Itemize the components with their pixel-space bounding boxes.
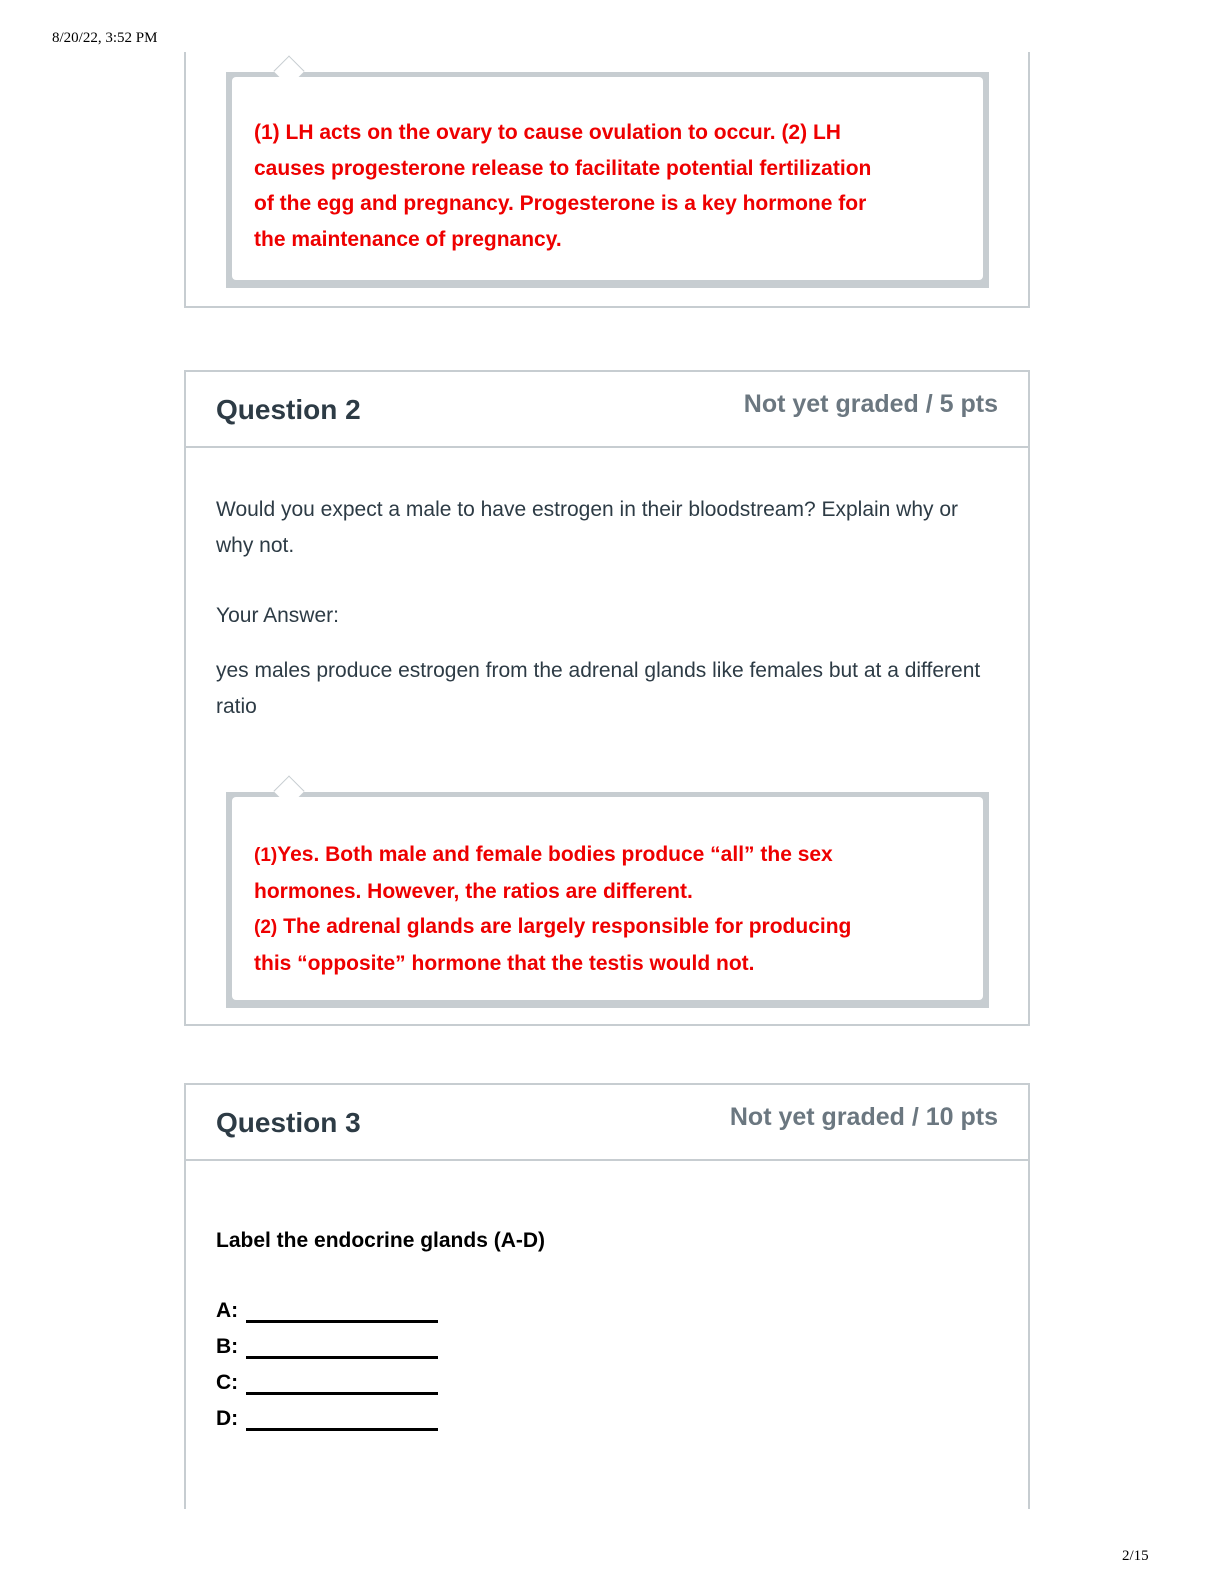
blank-line <box>246 1305 438 1323</box>
blank-label: B: <box>216 1335 239 1358</box>
blank-line <box>246 1341 438 1359</box>
comment-line: The adrenal glands are largely responsible for producing <box>277 915 852 938</box>
question-2-card <box>184 370 1030 1026</box>
question-3-card <box>184 1083 1030 1509</box>
comment-line: the maintenance of pregnancy. <box>254 227 562 251</box>
label-blank-c <box>216 1371 438 1395</box>
instructor-comment <box>226 72 989 288</box>
blank-line <box>246 1377 438 1395</box>
label-blank-d <box>216 1407 438 1431</box>
blank-label: D: <box>216 1407 239 1430</box>
comment-pointer <box>273 775 304 806</box>
your-answer-label: Your Answer: <box>216 604 339 627</box>
question-title: Question 3 <box>216 1107 361 1138</box>
question-text: Would you expect a male to have estrogen in their bloodstream? Explain why or why not. <box>216 498 959 557</box>
comment-line: (1) LH acts on the ovary to cause ovulation to occur. (2) LH <box>254 121 841 144</box>
question-1-card <box>184 52 1030 308</box>
comment-number: (2) <box>254 917 278 938</box>
comment-line: of the egg and pregnancy. Progesterone is a key hormone for <box>254 192 867 215</box>
student-answer: yes males produce estrogen from the adrenal glands like females but at a different ratio <box>216 659 981 718</box>
blank-label: A: <box>216 1299 239 1322</box>
question-header <box>186 1085 1028 1161</box>
comment-text <box>254 837 961 981</box>
print-page-number: 2/15 <box>1122 1548 1149 1564</box>
instructor-comment <box>226 792 989 1008</box>
comment-number: (1) <box>254 845 278 866</box>
comment-line: Yes. Both male and female bodies produce “all” the sex <box>277 843 833 866</box>
question-points: Not yet graded / 10 pts <box>729 1103 998 1131</box>
comment-text <box>254 115 961 257</box>
question-title: Question 2 <box>216 394 361 425</box>
blank-line <box>246 1413 438 1431</box>
label-blank-b <box>216 1335 438 1359</box>
print-timestamp: 8/20/22, 3:52 PM <box>52 30 158 46</box>
question-points: Not yet graded / 5 pts <box>743 390 998 418</box>
blank-label: C: <box>216 1371 239 1394</box>
comment-pointer <box>273 55 304 86</box>
label-blank-a <box>216 1299 438 1323</box>
question-header <box>186 372 1028 448</box>
comment-line: hormones. However, the ratios are different. <box>254 879 693 903</box>
comment-line: causes progesterone release to facilitate potential fertilization <box>254 156 872 180</box>
question-prompt: Label the endocrine glands (A-D) <box>216 1229 546 1252</box>
comment-line: this “opposite” hormone that the testis would not. <box>254 951 755 975</box>
